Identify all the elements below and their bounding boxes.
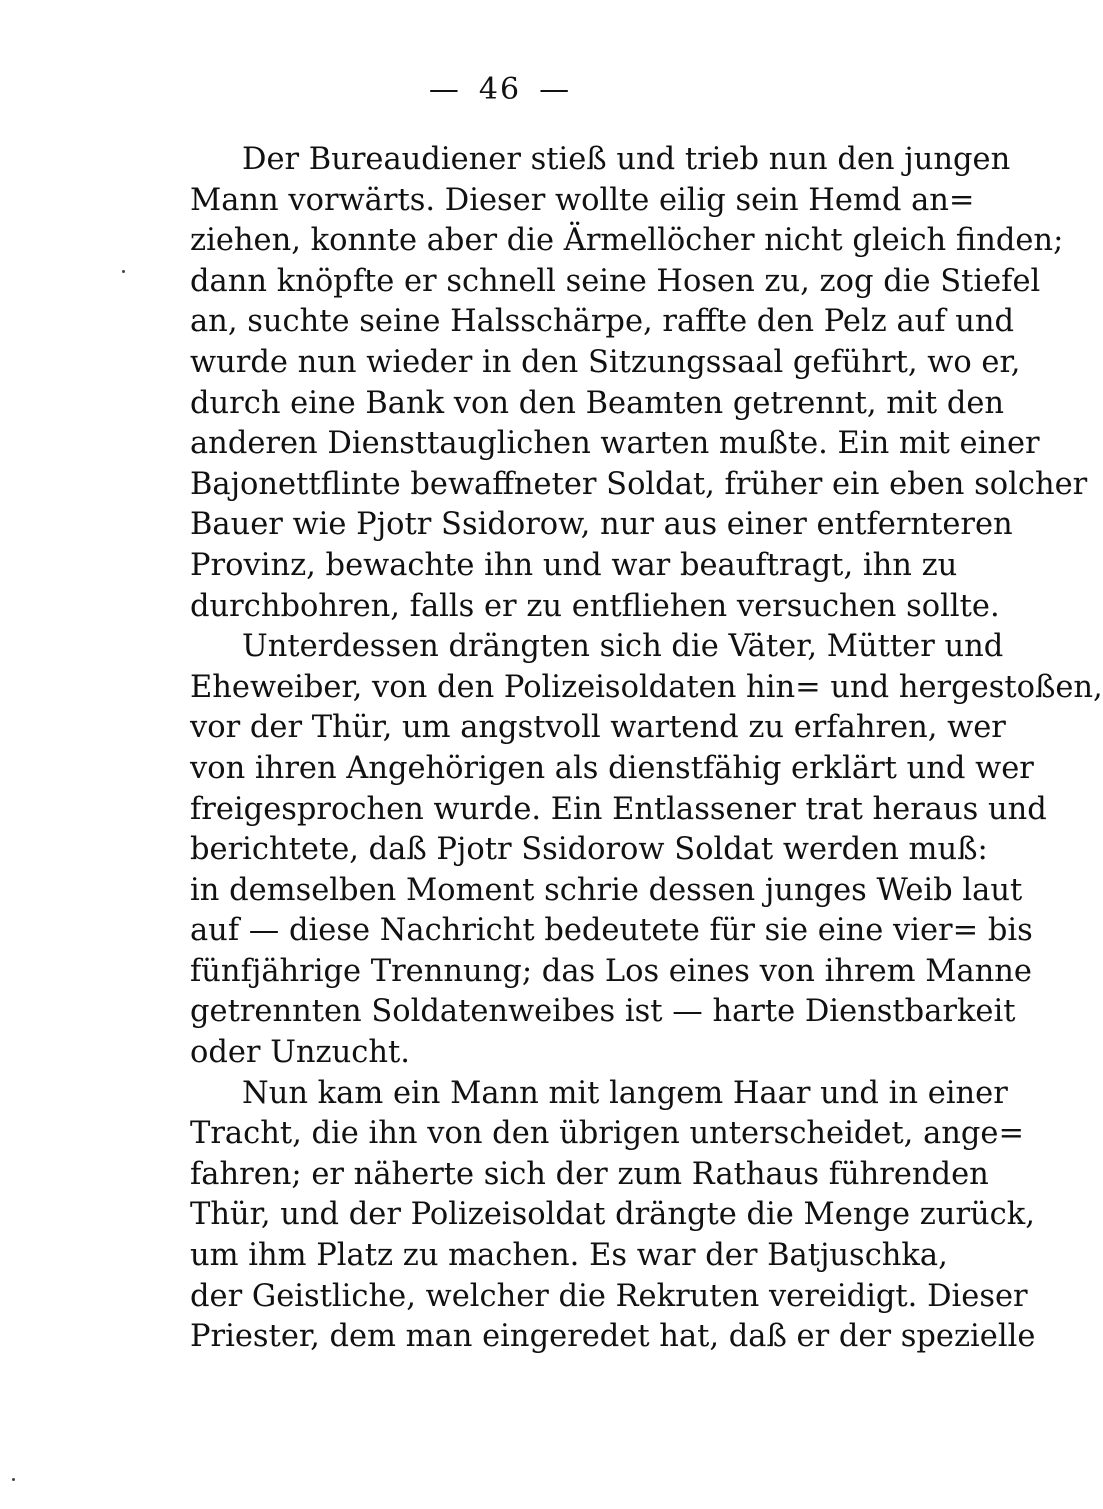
page-number-header: [0, 72, 1000, 107]
text-line: berichtete, daß Pjotr Ssidorow Soldat werden muß:: [190, 832, 988, 868]
text-line: fahren; er näherte sich der zum Rathaus führenden: [190, 1156, 989, 1192]
text-line: Mann vorwärts. Dieser wollte eilig sein Hemd an=: [190, 182, 975, 218]
text-line: ziehen, konnte aber die Ärmellöcher nicht gleich finden;: [190, 223, 1064, 259]
text-line: Provinz, bewachte ihn und war beauftragt, ihn zu: [190, 547, 958, 583]
text-line: oder Unzucht.: [190, 1035, 410, 1071]
scan-speck: [122, 270, 125, 273]
text-line: freigesprochen wurde. Ein Entlassener trat heraus und: [190, 791, 1047, 827]
text-line: Eheweiber, von den Polizeisoldaten hin= und hergestoßen,: [190, 669, 1103, 705]
page-number: 46: [478, 72, 522, 107]
text-line: Thür, und der Polizeisoldat drängte die Menge zurück,: [190, 1197, 1035, 1233]
text-line: durchbohren, falls er zu entfliehen versuchen sollte.: [190, 588, 1000, 624]
text-line: der Geistliche, welcher die Rekruten vereidigt. Dieser: [190, 1278, 1028, 1314]
text-line: an, suchte seine Halsschärpe, raffte den Pelz auf und: [190, 304, 1015, 340]
body-text: [190, 140, 1103, 1358]
scan-speck: [12, 1478, 15, 1481]
text-line: Tracht, die ihn von den übrigen unterscheidet, ange=: [190, 1116, 1025, 1152]
text-line: von ihren Angehörigen als dienstfähig erklärt und wer: [190, 750, 1034, 786]
text-line: dann knöpfte er schnell seine Hosen zu, zog die Stiefel: [190, 263, 1041, 299]
text-line: auf — diese Nachricht bedeutete für sie eine vier= bis: [190, 913, 1033, 949]
text-line: fünfjährige Trennung; das Los eines von ihrem Manne: [190, 953, 1032, 989]
text-line: anderen Diensttauglichen warten mußte. Ein mit einer: [190, 426, 1040, 462]
text-line: Nun kam ein Mann mit langem Haar und in einer: [242, 1075, 1008, 1111]
text-line: Bauer wie Pjotr Ssidorow, nur aus einer entfernteren: [190, 507, 1013, 543]
text-line: getrennten Soldatenweibes ist — harte Dienstbarkeit: [190, 994, 1016, 1030]
text-line: Priester, dem man eingeredet hat, daß er der spezielle: [190, 1319, 1036, 1355]
text-line: durch eine Bank von den Beamten getrennt, mit den: [190, 385, 1005, 421]
text-line: Bajonettflinte bewaffneter Soldat, früher ein eben solcher: [190, 466, 1088, 502]
page-number-dash-right: —: [539, 72, 572, 107]
text-line: wurde nun wieder in den Sitzungssaal geführt, wo er,: [190, 344, 1021, 380]
page-number-dash-left: —: [428, 72, 461, 107]
text-line: vor der Thür, um angstvoll wartend zu erfahren, wer: [190, 710, 1006, 746]
text-line: Der Bureaudiener stieß und trieb nun den jungen: [242, 142, 1011, 177]
text-line: Unterdessen drängten sich die Väter, Mütter und: [242, 629, 1004, 665]
text-line: um ihm Platz zu machen. Es war der Batjuschka,: [190, 1238, 948, 1274]
text-line: in demselben Moment schrie dessen junges Weib laut: [190, 872, 1023, 908]
